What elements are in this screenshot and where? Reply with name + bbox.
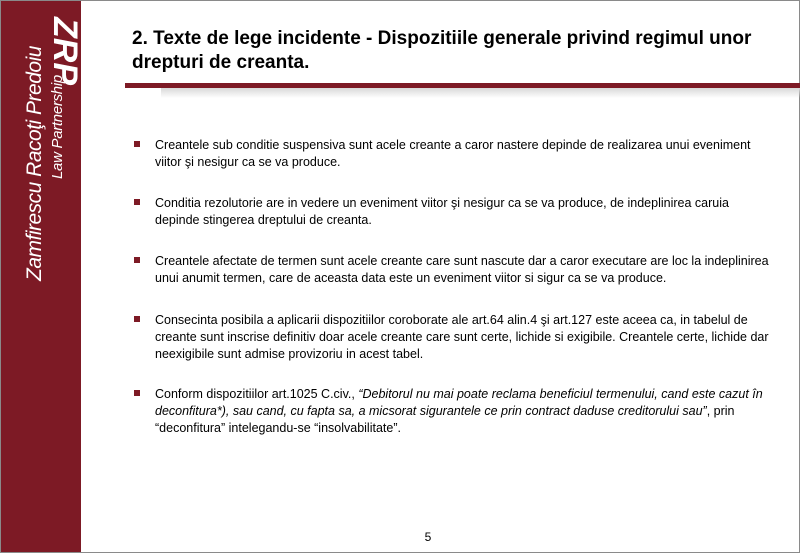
bullet-text-quote: “Debitorul nu mai poate reclama beneficiul termenului, cand este cazut în deconfitura*), sau cand, cu fapta sa, a micsorat sigurantele ce prin contract daduse creditorului sau” (155, 387, 763, 418)
list-item (132, 312, 772, 363)
bullet-text: Creantele sub conditie suspensiva sunt acele creante a caror nastere depinde de realizarea unui eveniment viitor şi nesigur ca se va produce. (155, 138, 751, 169)
square-bullet-icon (134, 390, 140, 396)
square-bullet-icon (134, 141, 140, 147)
bullet-text: Consecinta posibila a aplicarii dispozitiilor coroborate ale art.64 alin.4 şi art.127 este aceea ca, in tabelul de creante sunt inscrise definitiv doar acele creante care sunt certe, lichide si exigibile. Creantele certe, lichide dar neexigibile sunt admise provizoriu in acest tabel. (155, 313, 769, 361)
list-item (132, 386, 772, 437)
bullet-text-start: Conform dispozitiilor art.1025 C.civ., (155, 387, 359, 401)
square-bullet-icon (134, 257, 140, 263)
title-divider-shadow (161, 88, 800, 98)
bullet-text-end: , prin “deconfitura” intelegandu-se “insolvabilitate”. (155, 404, 735, 435)
logo-subtitle: Law Partnership (49, 75, 66, 179)
list-item (132, 253, 772, 287)
bullet-list (132, 137, 772, 437)
logo-firm-name: Zamfirescu Racoţi Predoiu (23, 46, 46, 281)
square-bullet-icon (134, 199, 140, 205)
page-number: 5 (424, 530, 432, 544)
list-item (132, 195, 772, 229)
logo-mark-text: ZRP (46, 17, 84, 85)
bullet-text: Conditia rezolutorie are in vedere un eveniment viitor şi nesigur ca se va produce, de indeplinirea caruia depinde stingerea dreptului de creanta. (155, 196, 729, 227)
slide-title: 2. Texte de lege incidente - Dispozitiile generale privind regimul unor drepturi de creanta. (132, 28, 752, 73)
brand-sidebar (1, 1, 84, 552)
bullet-text: Creantele afectate de termen sunt acele creante care sunt nascute dar a caror executare are loc la indeplinirea unui anumit termen, care de aceasta data este un eveniment viitor si sigur ca se va produce. (155, 254, 769, 285)
list-item (132, 137, 772, 171)
square-bullet-icon (134, 316, 140, 322)
